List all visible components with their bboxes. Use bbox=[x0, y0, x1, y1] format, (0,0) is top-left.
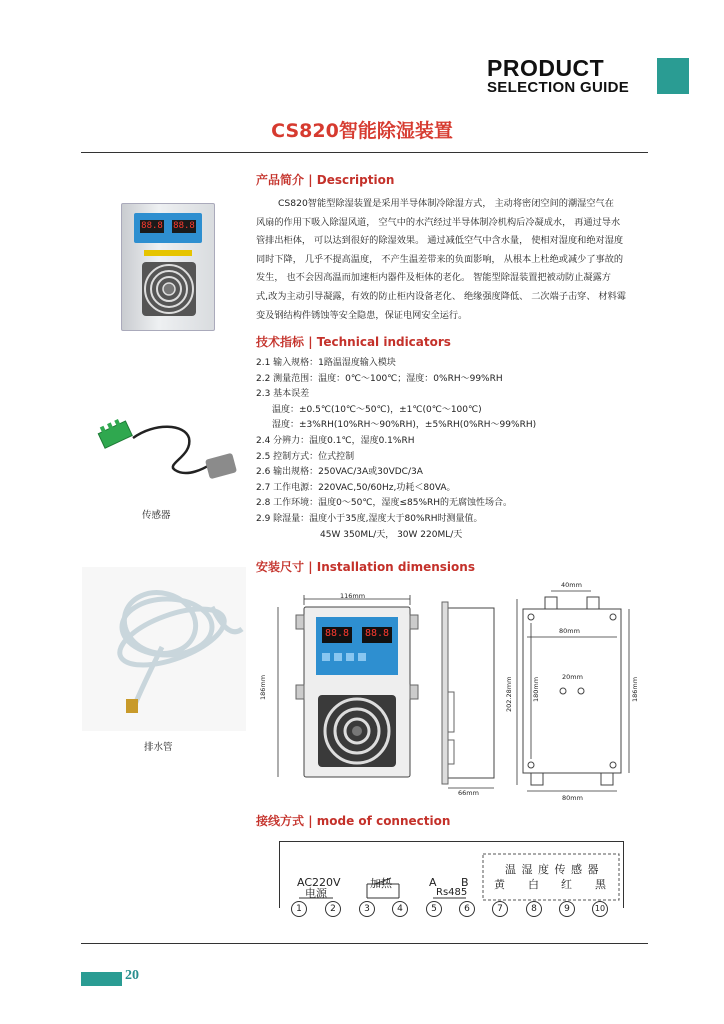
front-dimension-drawing bbox=[262, 585, 427, 795]
spec-item: 湿度：±3%RH(10%RH～90%RH)，±5%RH(0%RH～99%RH) bbox=[272, 420, 537, 431]
dim-back-h2: 180mm bbox=[532, 676, 540, 702]
dim-back-bottom: 80mm bbox=[562, 794, 583, 802]
section-installation-en: Installation dimensions bbox=[316, 560, 475, 574]
spec-item: 2.4 分辨力：温度0.1℃，湿度0.1%RH bbox=[256, 435, 415, 446]
dim-side-depth: 66mm bbox=[458, 789, 479, 797]
section-technical-sep: | bbox=[308, 335, 313, 349]
product-image bbox=[121, 203, 215, 331]
section-installation-heading bbox=[256, 558, 475, 575]
back-dimension-drawing bbox=[505, 585, 640, 800]
wiring-black: 黑 bbox=[595, 878, 606, 891]
section-connection-en: mode of connection bbox=[316, 814, 451, 828]
caption-sensor: 传感器 bbox=[142, 510, 171, 521]
terminal-6: 6 bbox=[459, 901, 475, 917]
dim-back-h1: 202.28mm bbox=[505, 676, 513, 712]
description-line: CS820智能型除湿装置是采用半导体制冷除湿方式， 主动将密闭空间的潮湿空气在 bbox=[278, 198, 614, 209]
section-technical-en: Technical indicators bbox=[316, 335, 451, 349]
fan-grille bbox=[142, 262, 196, 316]
section-connection-heading bbox=[256, 812, 450, 829]
spec-item: 2.3 基本误差 bbox=[256, 389, 310, 400]
section-description-heading bbox=[256, 171, 394, 188]
terminal-4: 4 bbox=[392, 901, 408, 917]
dim-back-inner: 80mm bbox=[559, 627, 580, 635]
section-technical-heading bbox=[256, 333, 451, 350]
description-line: 式,改为主动引导凝露，有效的防止柜内设备老化、 绝缘强度降低、 二次端子击穿、 材料霉 bbox=[256, 290, 626, 302]
device-display-left: 88.8 bbox=[141, 221, 163, 231]
specs-list bbox=[256, 356, 648, 543]
wiring-ac: AC220V bbox=[297, 876, 341, 889]
description-line: 发生， 也不会因高温而加速柜内器件及柜体的老化。 智能型除湿装置把被动防止凝露方 bbox=[256, 272, 611, 284]
terminal-3: 3 bbox=[359, 901, 375, 917]
terminal-5: 5 bbox=[426, 901, 442, 917]
wiring-power: 电源 bbox=[305, 887, 327, 900]
section-technical-cn: 技术指标 bbox=[256, 335, 305, 349]
dim-back-mid: 20mm bbox=[562, 673, 583, 681]
header-accent-square bbox=[657, 58, 689, 94]
bottom-rule bbox=[81, 943, 648, 944]
front-display-left: 88.8 bbox=[325, 628, 350, 639]
dim-front-height: 186mm bbox=[259, 674, 267, 700]
spec-item: 温度：±0.5℃(10℃～50℃)，±1℃(0℃～100℃) bbox=[272, 404, 482, 415]
section-installation-sep: | bbox=[308, 560, 313, 574]
section-connection-cn: 接线方式 bbox=[256, 814, 305, 828]
spec-item: 2.7 工作电源：220VAC,50/60Hz,功耗＜80VA。 bbox=[256, 482, 456, 493]
terminal-2: 2 bbox=[325, 901, 341, 917]
spec-item: 2.8 工作环境：温度0～50℃，湿度≤85%RH的无腐蚀性场合。 bbox=[256, 498, 513, 509]
section-description-sep: | bbox=[308, 173, 313, 187]
spec-item: 2.1 输入规格：1路温湿度输入模块 bbox=[256, 358, 396, 368]
wiring-red: 红 bbox=[561, 878, 572, 891]
terminal-9: 9 bbox=[559, 901, 575, 917]
footer-accent-bar bbox=[81, 972, 122, 986]
top-rule bbox=[81, 152, 648, 153]
wiring-a: A bbox=[429, 876, 437, 889]
spec-item: 2.6 输出规格：250VAC/3A或30VDC/3A bbox=[256, 467, 423, 478]
section-connection-sep: | bbox=[308, 814, 313, 828]
page-number-label: 20 bbox=[125, 968, 139, 983]
wiring-rs485: Rs485 bbox=[436, 887, 468, 898]
drain-tube-drawing bbox=[82, 567, 246, 731]
device-panel bbox=[134, 213, 202, 243]
page-title: CS820智能除湿装置 bbox=[271, 120, 453, 142]
wiring-heat: 加热 bbox=[370, 877, 392, 890]
header-selection-guide: SELECTION GUIDE bbox=[487, 79, 630, 96]
description-line: 变及钢结构件锈蚀等安全隐患，保证电网安全运行。 bbox=[256, 309, 468, 321]
front-display-right: 88.8 bbox=[365, 628, 390, 639]
header-product: PRODUCT bbox=[487, 55, 605, 81]
caption-drain: 排水管 bbox=[144, 742, 173, 753]
device-display-right: 88.8 bbox=[173, 221, 195, 231]
wiring-sensor-group: 温 湿 度 传 感 器 bbox=[505, 863, 600, 876]
spec-item: 45W 350ML/天， 30W 220ML/天 bbox=[320, 529, 463, 540]
description-line: 风扇的作用下吸入除湿风道， 空气中的水汽经过半导体制冷机构后冷凝成水， 再通过导水 bbox=[256, 216, 621, 228]
terminal-8: 8 bbox=[526, 901, 542, 917]
drain-tube-image bbox=[82, 567, 246, 731]
section-description-cn: 产品简介 bbox=[256, 173, 305, 187]
dim-back-h3: 186mm bbox=[631, 676, 639, 702]
wiring-b: B bbox=[461, 876, 469, 889]
description-line: 管排出柜体， 可以达到很好的除湿效果。 通过减低空气中含水量， 使相对湿度和绝对湿度 bbox=[256, 235, 624, 247]
description-text bbox=[256, 195, 648, 325]
dim-front-width: 116mm bbox=[340, 592, 366, 600]
wiring-yellow: 黄 bbox=[494, 878, 505, 891]
terminal-1: 1 bbox=[291, 901, 307, 917]
sensor-image bbox=[95, 408, 245, 498]
side-dimension-drawing bbox=[438, 598, 503, 798]
dim-back-top: 40mm bbox=[561, 581, 582, 589]
terminal-10: 10 bbox=[592, 901, 608, 917]
spec-item: 2.5 控制方式：位式控制 bbox=[256, 451, 355, 462]
spec-item: 2.2 测量范围：温度：0℃～100℃；湿度：0%RH～99%RH bbox=[256, 373, 503, 384]
description-line: 同时下降， 几乎不提高温度， 不产生温差带来的负面影响， 从根本上杜绝或减少了事故的 bbox=[256, 253, 624, 265]
terminal-7: 7 bbox=[492, 901, 508, 917]
warning-label bbox=[144, 250, 192, 256]
spec-item: 2.9 除湿量：温度小于35度,湿度大于80%RH时测量值。 bbox=[256, 513, 483, 524]
section-description-en: Description bbox=[316, 173, 395, 187]
wiring-white: 白 bbox=[528, 878, 539, 891]
section-installation-cn: 安装尺寸 bbox=[256, 560, 305, 574]
